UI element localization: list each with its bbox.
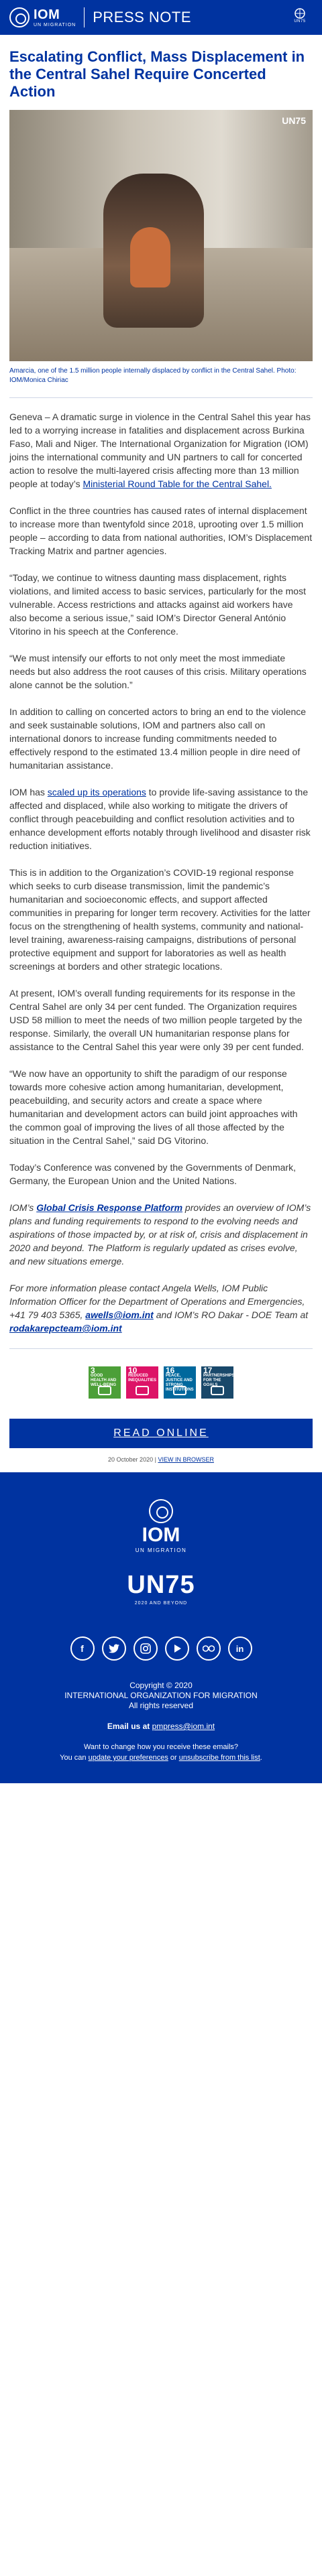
footer-iom-logo[interactable]: IOM UN MIGRATION	[0, 1499, 322, 1553]
photo-caption: Amarcia, one of the 1.5 million people internally displaced by conflict in the Central Sahel. Photo: IOM/Monica Chiriac	[9, 367, 297, 384]
email-us-line: Email us at pmpress@iom.int	[107, 1722, 215, 1731]
sdg-3-icon: 3 GOOD HEALTH AND WELL-BEING	[89, 1366, 121, 1399]
instagram-icon[interactable]	[133, 1636, 158, 1661]
un-emblem-icon	[292, 7, 308, 19]
footer-un75-logo: UN75 2020 AND BEYOND	[127, 1571, 195, 1606]
logo-wordmark: IOM	[34, 7, 60, 22]
global-crisis-response-platform-link[interactable]: Global Crisis Response Platform	[36, 1202, 183, 1213]
organization-name: INTERNATIONAL ORGANIZATION FOR MIGRATION	[64, 1691, 258, 1700]
footer	[0, 1472, 322, 1783]
rights-reserved: All rights reserved	[128, 1701, 194, 1710]
paragraph: IOM has scaled up its operations to provide life-saving assistance to the affected and displaced, while also working to mitigate the drivers of conflict through peacebuilding and conflict resolution activities and to enhance development efforts notably through livelihood and disaster risk reduction initiatives.	[9, 787, 311, 851]
sdg-icons	[0, 1366, 322, 1399]
iom-emblem-icon	[9, 7, 30, 27]
hero-photo	[9, 110, 313, 361]
twitter-icon[interactable]	[102, 1636, 126, 1661]
un75-logo	[287, 7, 313, 27]
ministerial-round-table-link[interactable]: Ministerial Round Table for the Central Sahel.	[83, 478, 272, 489]
contact-email-link[interactable]: awells@iom.int	[85, 1309, 154, 1320]
header-bar	[0, 0, 322, 35]
preferences-block: Want to change how you receive these emails? You can update your preferences or unsubscribe from this list.	[60, 1743, 262, 1762]
copyright: Copyright © 2020	[129, 1681, 193, 1690]
un75-label: UN75	[294, 19, 306, 23]
press-email-link[interactable]: pmpress@iom.int	[152, 1722, 215, 1731]
paragraph: Conflict in the three countries has caused rates of internal displacement to increase more than twentyfold since 2018, uprooting over 1.5 million people – according to data from national authorities, IOM’s Displacement Tracking Matrix and partner agencies.	[9, 505, 313, 556]
divider	[9, 397, 313, 398]
read-online-button[interactable]: READ ONLINE	[9, 1419, 313, 1448]
photo-un75-stamp: UN75	[282, 115, 306, 126]
view-in-browser-link[interactable]: VIEW IN BROWSER	[158, 1456, 214, 1463]
youtube-icon[interactable]	[165, 1636, 189, 1661]
flickr-icon[interactable]	[197, 1636, 221, 1661]
paragraph: In addition to calling on concerted actors to bring an end to the violence and seek sustainable solutions, IOM and partners also call on international donors to increase funding commitments needed to effectively respond to the estimated 13.4 million people in dire need of humanitarian assistance.	[9, 706, 307, 771]
iom-logo[interactable]	[9, 7, 76, 27]
paragraph-intro: Geneva – A dramatic surge in violence in the Central Sahel this year has led to a worrying increase in fatalities and displacement across Burkina Faso, Mali and Niger. The International Organization for Migration (IOM) joins the international community and UN partners to call for concerted action to resolve the multi-layered crisis affecting more than 13 million people at today’s Ministerial Round Table for the Central Sahel.	[9, 411, 311, 489]
divider	[9, 1348, 313, 1349]
paragraph-contact: For more information please contact Angela Wells, IOM Public Information Officer for the Department of Operations and Emergencies, +41 79 403 5365, awells@iom.int and IOM’s RO Dakar - DOE Team at rodakarepcteam@iom.int	[9, 1283, 309, 1334]
paragraph-quote: “We now have an opportunity to shift the paradigm of our response towards more cohesive action among humanitarian, development, peacebuilding, and security actors and create a space where humanitarian and development actors can build joint approaches with the common goal of improving the lives of all those affected by the situation in the Central Sahel,” said DG Vitorino.	[9, 1068, 298, 1146]
linkedin-icon[interactable]: in	[228, 1636, 252, 1661]
paragraph: This is in addition to the Organization’s COVID-19 regional response which seeks to curb disease transmission, limit the pandemic’s humanitarian and socioeconomic effects, and support affected communities in preparing for longer term recovery. Activities for the latter focus on the strengthening of health systems, community and national-level training, awareness-raising campaigns, distributions of personal protective equipment and support for laboratories as well as health screenings at borders and other strategic locations.	[9, 867, 311, 972]
social-links	[0, 1636, 322, 1661]
team-email-link[interactable]: rodakarepcteam@iom.int	[9, 1323, 122, 1334]
scaled-up-operations-link[interactable]: scaled up its operations	[47, 787, 146, 797]
photo-child	[130, 227, 170, 287]
paragraph: Today’s Conference was convened by the Governments of Denmark, Germany, the European Union and the United Nations.	[9, 1162, 296, 1186]
update-preferences-link[interactable]: update your preferences	[88, 1754, 168, 1762]
copyright-block	[0, 1681, 322, 1711]
logo-subtitle: UN MIGRATION	[34, 22, 76, 27]
unsubscribe-link[interactable]: unsubscribe from this list	[178, 1754, 260, 1762]
facebook-icon[interactable]: f	[70, 1636, 95, 1661]
header-divider	[84, 7, 85, 27]
article-body	[0, 410, 322, 1335]
publication-date: 20 October 2020	[108, 1456, 154, 1463]
paragraph-quote: “We must intensify our efforts to not only meet the most immediate needs but also address the root causes of this crisis. Military operations alone cannot be the solution.”	[9, 653, 307, 690]
article-title: Escalating Conflict, Mass Displacement in the Central Sahel Require Concerted Action	[9, 48, 305, 100]
paragraph-platform: IOM’s Global Crisis Response Platform provides an overview of IOM’s plans and funding requirements to respond to the evolving needs and aspirations of those impacted by, or at risk of, crisis and displacement in 2020 and beyond. The Platform is regularly updated as crises evolve, and new situations emerge.	[9, 1202, 311, 1267]
date-line: 20 October 2020 | VIEW IN BROWSER	[108, 1456, 214, 1463]
paragraph: At present, IOM’s overall funding requirements for its response in the Central Sahel are only 34 per cent funded. The Organization requires USD 58 million to meet the needs of two million people targeted by the response. Similarly, the overall UN humanitarian response plans for assistance to the Central Sahel this year were only 39 per cent funded.	[9, 988, 304, 1052]
paragraph-quote: “Today, we continue to witness daunting mass displacement, rights violations, and limited access to basic services, particularly for the most vulnerable. Access restrictions and attacks against aid workers have also become a serious issue,” said IOM’s Director General António Vitorino in his speech at the Conference.	[9, 572, 306, 637]
sdg-17-icon: 17 PARTNERSHIPS FOR THE GOALS	[201, 1366, 233, 1399]
press-note-label: PRESS NOTE	[93, 9, 192, 25]
sdg-10-icon: 10 REDUCED INEQUALITIES	[126, 1366, 158, 1399]
sdg-16-icon: 16 PEACE, JUSTICE AND STRONG INSTITUTIONS	[164, 1366, 196, 1399]
iom-emblem-icon	[149, 1499, 173, 1523]
